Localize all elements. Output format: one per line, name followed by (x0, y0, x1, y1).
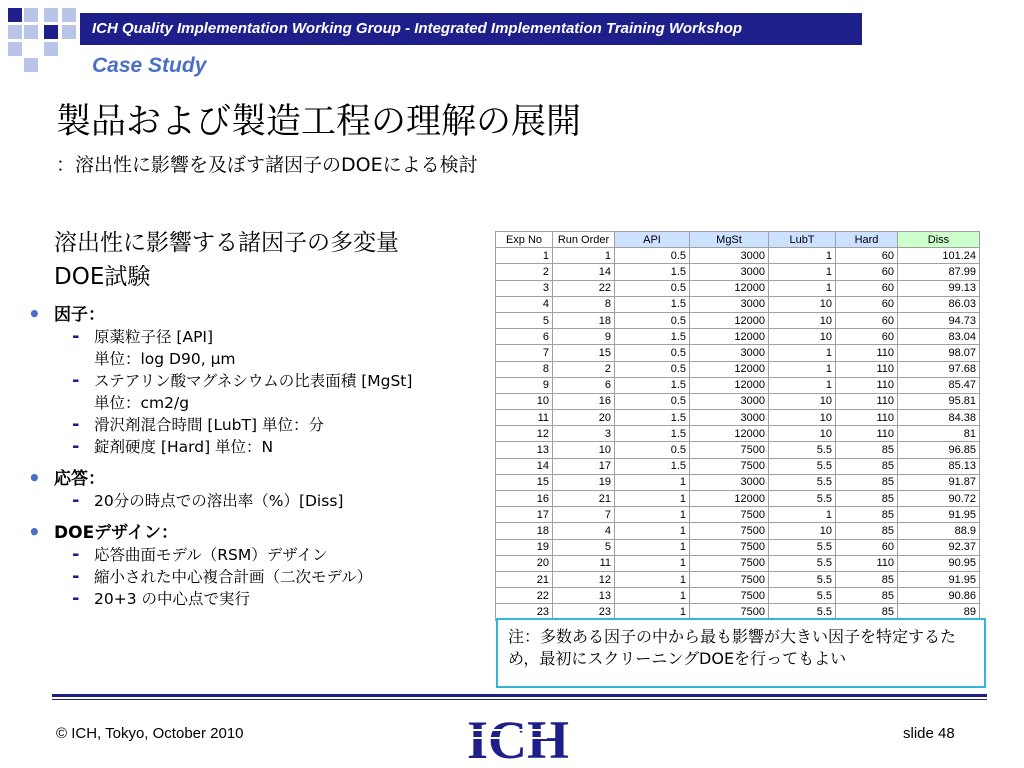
table-cell: 15 (496, 474, 553, 490)
table-header-row (496, 232, 980, 248)
table-cell: 2 (553, 361, 615, 377)
table-cell: 3000 (690, 345, 769, 361)
bullet-icon: • (28, 466, 41, 490)
table-cell: 1 (615, 507, 690, 523)
table-cell: 60 (836, 280, 898, 296)
dash-icon: - (72, 414, 80, 435)
table-cell: 9 (553, 329, 615, 345)
table-cell: 7500 (690, 458, 769, 474)
table-cell: 5.5 (769, 604, 836, 620)
table-cell: 10 (769, 410, 836, 426)
table-cell: 85 (836, 491, 898, 507)
table-cell: 0.5 (615, 442, 690, 458)
col-header: Exp No (496, 232, 553, 248)
table-cell: 10 (553, 442, 615, 458)
table-cell: 7500 (690, 507, 769, 523)
table-cell: 1.5 (615, 296, 690, 312)
doe-item (28, 588, 488, 610)
doe-line: 20+3 の中心点で実行 (94, 590, 250, 608)
table-cell: 2 (496, 264, 553, 280)
table-cell: 12000 (690, 329, 769, 345)
table-cell: 10 (496, 393, 553, 409)
table-row (496, 571, 980, 587)
table-cell: 1 (615, 555, 690, 571)
response-item (28, 490, 488, 512)
table-cell: 85 (836, 458, 898, 474)
ich-logo (463, 708, 570, 768)
table-cell: 11 (496, 410, 553, 426)
factor-item (28, 414, 488, 436)
table-cell: 96.85 (898, 442, 980, 458)
dash-icon: - (72, 588, 80, 609)
table-cell: 90.72 (898, 491, 980, 507)
table-cell: 18 (496, 523, 553, 539)
table-cell: 10 (769, 329, 836, 345)
table-cell: 1 (615, 571, 690, 587)
table-cell: 3 (496, 280, 553, 296)
table-cell: 1.5 (615, 264, 690, 280)
dash-icon: - (72, 326, 80, 347)
table-row (496, 555, 980, 571)
table-cell: 16 (496, 491, 553, 507)
table-cell: 12000 (690, 312, 769, 328)
table-cell: 94.73 (898, 312, 980, 328)
table-cell: 8 (553, 296, 615, 312)
table-cell: 16 (553, 393, 615, 409)
table-cell: 6 (496, 329, 553, 345)
dash-icon: - (72, 436, 80, 457)
table-row (496, 491, 980, 507)
content-left (28, 226, 488, 610)
response-label: 応答： (54, 469, 105, 489)
table-cell: 10 (769, 312, 836, 328)
table-cell: 5.5 (769, 442, 836, 458)
table-row (496, 248, 980, 264)
col-header: API (615, 232, 690, 248)
table-cell: 7500 (690, 571, 769, 587)
table-cell: 60 (836, 539, 898, 555)
col-header: Diss (898, 232, 980, 248)
table-cell: 12 (553, 571, 615, 587)
table-cell: 0.5 (615, 393, 690, 409)
table-row (496, 296, 980, 312)
dash-icon: - (72, 370, 80, 391)
table-cell: 7500 (690, 539, 769, 555)
col-header: LubT (769, 232, 836, 248)
table-cell: 91.87 (898, 474, 980, 490)
table-cell: 3000 (690, 264, 769, 280)
table-cell: 19 (496, 539, 553, 555)
table-cell: 85 (836, 442, 898, 458)
table-row (496, 410, 980, 426)
factors-label: 因子： (54, 305, 105, 325)
table-cell: 60 (836, 312, 898, 328)
table-cell: 10 (769, 523, 836, 539)
table-cell: 1 (769, 377, 836, 393)
table-cell: 97.68 (898, 361, 980, 377)
table-cell: 12000 (690, 426, 769, 442)
table-row (496, 458, 980, 474)
table-cell: 5.5 (769, 474, 836, 490)
table-cell: 12 (496, 426, 553, 442)
note-box: 注：多数ある因子の中から最も影響が大きい因子を特定するため，最初にスクリーニングDOEを行ってもよい (496, 618, 986, 688)
table-cell: 22 (496, 588, 553, 604)
copyright: © ICH, Tokyo, October 2010 (56, 725, 244, 742)
table-cell: 85 (836, 474, 898, 490)
table-cell: 5.5 (769, 571, 836, 587)
table-row (496, 377, 980, 393)
table-cell: 1 (496, 248, 553, 264)
table-cell: 91.95 (898, 507, 980, 523)
table-cell: 91.95 (898, 571, 980, 587)
table-cell: 21 (553, 491, 615, 507)
table-cell: 1.5 (615, 458, 690, 474)
table-cell: 18 (553, 312, 615, 328)
doe-item (28, 544, 488, 566)
table-cell: 85 (836, 507, 898, 523)
table-cell: 11 (553, 555, 615, 571)
table-row (496, 507, 980, 523)
table-cell: 7500 (690, 588, 769, 604)
table-cell: 83.04 (898, 329, 980, 345)
table-cell: 110 (836, 410, 898, 426)
table-cell: 95.81 (898, 393, 980, 409)
table-cell: 110 (836, 393, 898, 409)
table-cell: 23 (496, 604, 553, 620)
table-cell: 7 (496, 345, 553, 361)
factor-unit: 単位：cm2/g (94, 394, 190, 412)
table-cell: 110 (836, 377, 898, 393)
table-cell: 110 (836, 361, 898, 377)
factor-item (28, 370, 488, 392)
table-cell: 8 (496, 361, 553, 377)
table-cell: 20 (496, 555, 553, 571)
table-cell: 21 (496, 571, 553, 587)
header-banner-text (92, 20, 742, 37)
table-cell: 19 (553, 474, 615, 490)
table-cell: 101.24 (898, 248, 980, 264)
table-cell: 1 (615, 588, 690, 604)
table-cell: 14 (553, 264, 615, 280)
table-cell: 110 (836, 426, 898, 442)
table-cell: 5.5 (769, 491, 836, 507)
heading-line-2: DOE試験 (54, 264, 151, 290)
bullet-doe (28, 522, 488, 544)
table-cell: 1 (769, 361, 836, 377)
table-row (496, 588, 980, 604)
table-cell: 88.9 (898, 523, 980, 539)
table-cell: 84.38 (898, 410, 980, 426)
table-cell: 1.5 (615, 377, 690, 393)
table-cell: 110 (836, 345, 898, 361)
table-cell: 85 (836, 571, 898, 587)
bullet-response (28, 468, 488, 490)
table-cell: 7500 (690, 604, 769, 620)
table-cell: 12000 (690, 377, 769, 393)
table-cell: 1 (769, 345, 836, 361)
table-cell: 0.5 (615, 248, 690, 264)
table-cell: 7500 (690, 555, 769, 571)
table-cell: 12000 (690, 491, 769, 507)
table-cell: 0.5 (615, 312, 690, 328)
table-cell: 13 (553, 588, 615, 604)
table-cell: 7 (553, 507, 615, 523)
table-cell: 1 (769, 248, 836, 264)
table-cell: 60 (836, 329, 898, 345)
table-cell: 3000 (690, 410, 769, 426)
table-cell: 1.5 (615, 329, 690, 345)
table-cell: 1 (615, 491, 690, 507)
table-cell: 5 (496, 312, 553, 328)
table-cell: 4 (553, 523, 615, 539)
dash-icon: - (72, 544, 80, 565)
col-header: Run Order (553, 232, 615, 248)
table-cell: 5.5 (769, 588, 836, 604)
table-cell: 4 (496, 296, 553, 312)
table-body (496, 248, 980, 620)
table-cell: 99.13 (898, 280, 980, 296)
table-row (496, 393, 980, 409)
dash-icon: - (72, 490, 80, 511)
table-cell: 0.5 (615, 361, 690, 377)
table-cell: 9 (496, 377, 553, 393)
table-row (496, 280, 980, 296)
table-cell: 92.37 (898, 539, 980, 555)
table-cell: 7500 (690, 523, 769, 539)
table-cell: 87.99 (898, 264, 980, 280)
table-row (496, 539, 980, 555)
table-cell: 1 (553, 248, 615, 264)
table-cell: 17 (553, 458, 615, 474)
table-cell: 15 (553, 345, 615, 361)
table-cell: 1 (615, 523, 690, 539)
footer-divider (52, 694, 987, 697)
table-cell: 90.95 (898, 555, 980, 571)
table-cell: 85.47 (898, 377, 980, 393)
table-cell: 1 (615, 474, 690, 490)
bullet-factors (28, 304, 488, 326)
table-cell: 3000 (690, 393, 769, 409)
table-row (496, 442, 980, 458)
section-label: Case Study (92, 54, 207, 77)
bullet-icon: • (28, 520, 41, 544)
table-cell: 1.5 (615, 410, 690, 426)
table-cell: 60 (836, 264, 898, 280)
table-cell: 20 (553, 410, 615, 426)
table-row (496, 474, 980, 490)
table-cell: 85 (836, 588, 898, 604)
factor-line: ステアリン酸マグネシウムの比表面積 [MgSt] (94, 372, 413, 390)
table-cell: 85 (836, 604, 898, 620)
slide-subtitle: ：溶出性に影響を及ぼす諸因子のDOEによる検討 (56, 154, 478, 176)
table-row (496, 312, 980, 328)
table-row (496, 345, 980, 361)
table-cell: 90.86 (898, 588, 980, 604)
heading-line-1: 溶出性に影響する諸因子の多変量 (54, 230, 399, 256)
table-cell: 1 (769, 280, 836, 296)
table-cell: 1 (769, 264, 836, 280)
col-header: Hard (836, 232, 898, 248)
banner-org: ICH Quality Implementation Working Group - (92, 20, 415, 37)
doe-item (28, 566, 488, 588)
table-cell: 23 (553, 604, 615, 620)
factor-item (28, 436, 488, 458)
table-cell: 0.5 (615, 345, 690, 361)
slide-number: slide 48 (903, 725, 955, 742)
banner-workshop: Integrated Implementation Training Workshop (414, 20, 743, 37)
content-heading (54, 226, 488, 294)
slide-title: 製品および製造工程の理解の展開 (56, 102, 582, 142)
table-row (496, 361, 980, 377)
table-cell: 0.5 (615, 280, 690, 296)
table-cell: 89 (898, 604, 980, 620)
table-row (496, 329, 980, 345)
footer-divider-thin (52, 699, 987, 700)
table-cell: 85 (836, 523, 898, 539)
table-cell: 3000 (690, 296, 769, 312)
table-cell: 86.03 (898, 296, 980, 312)
factor-line: 錠剤硬度 [Hard] 単位：N (94, 438, 274, 456)
table-cell: 1 (615, 604, 690, 620)
table-cell: 5.5 (769, 458, 836, 474)
table-row (496, 426, 980, 442)
bullet-icon: • (28, 302, 41, 326)
table-cell: 12000 (690, 280, 769, 296)
table-cell: 3000 (690, 474, 769, 490)
table-cell: 1 (615, 539, 690, 555)
table-cell: 60 (836, 248, 898, 264)
response-line: 20分の時点での溶出率（%）[Diss] (94, 492, 344, 510)
table-cell: 110 (836, 555, 898, 571)
table-cell: 60 (836, 296, 898, 312)
table-cell: 7500 (690, 442, 769, 458)
factor-line: 滑沢剤混合時間 [LubT] 単位：分 (94, 416, 324, 434)
table-cell: 5 (553, 539, 615, 555)
table-cell: 85.13 (898, 458, 980, 474)
table-cell: 10 (769, 393, 836, 409)
table-cell: 3000 (690, 248, 769, 264)
table-cell: 6 (553, 377, 615, 393)
doe-line: 縮小された中心複合計画（二次モデル） (94, 568, 373, 586)
table-cell: 98.07 (898, 345, 980, 361)
table-cell: 81 (898, 426, 980, 442)
table-cell: 1.5 (615, 426, 690, 442)
doe-data-table (495, 231, 980, 621)
table-row (496, 264, 980, 280)
table-cell: 22 (553, 280, 615, 296)
table-cell: 12000 (690, 361, 769, 377)
logo-text: ICH (467, 710, 570, 768)
dash-icon: - (72, 566, 80, 587)
table-cell: 10 (769, 296, 836, 312)
table-cell: 1 (769, 507, 836, 523)
table-cell: 3 (553, 426, 615, 442)
table-cell: 10 (769, 426, 836, 442)
factor-unit: 単位：log D90, μm (94, 350, 236, 368)
doe-label: DOEデザイン： (54, 523, 178, 543)
table-cell: 13 (496, 442, 553, 458)
table-cell: 5.5 (769, 555, 836, 571)
col-header: MgSt (690, 232, 769, 248)
table-cell: 5.5 (769, 539, 836, 555)
factor-item (28, 326, 488, 348)
factor-line: 原薬粒子径 [API] (94, 328, 214, 346)
table-row (496, 523, 980, 539)
table-cell: 17 (496, 507, 553, 523)
doe-line: 応答曲面モデル（RSM）デザイン (94, 546, 328, 564)
table-cell: 14 (496, 458, 553, 474)
